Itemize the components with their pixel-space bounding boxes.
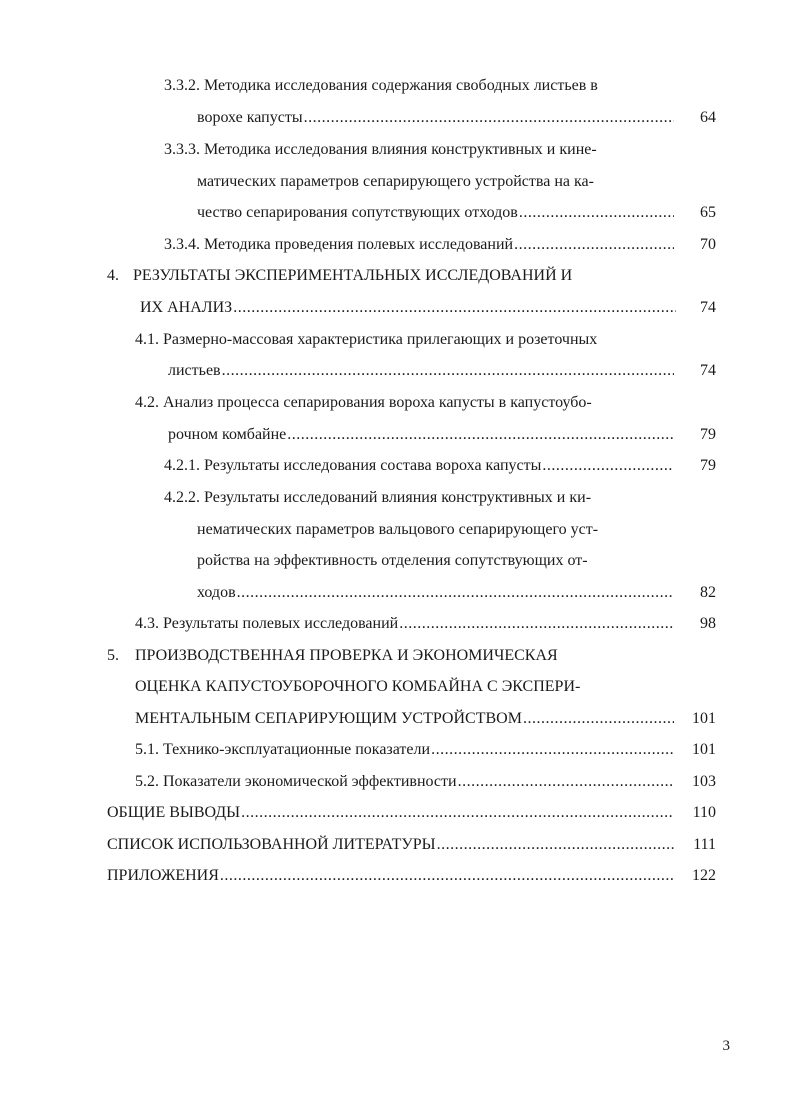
toc-4-2-page: 79 xyxy=(700,426,716,443)
toc-references-line1 xyxy=(107,835,674,855)
leader-dots xyxy=(220,866,674,886)
leader-dots xyxy=(241,803,674,823)
leader-dots xyxy=(287,425,674,445)
toc-3-3-3-line3 xyxy=(197,203,674,223)
toc-conclusions-line1 xyxy=(107,803,674,823)
leader-dots xyxy=(304,108,674,128)
toc-3-3-2-line1: 3.3.2. Методика исследования содержания свободных листьев в xyxy=(164,77,598,94)
toc-5-1-page: 101 xyxy=(692,741,716,758)
toc-4-2-title: рочном комбайне xyxy=(168,426,287,443)
leader-dots xyxy=(437,835,674,855)
toc-4-3-line1 xyxy=(135,614,674,634)
toc-3-3-3-title: чество сепарирования сопутствующих отходов xyxy=(197,204,518,221)
toc-3-3-4-line1 xyxy=(164,235,674,255)
toc-4-2-2-line2: нематических параметров вальцового сепарирующего уст- xyxy=(197,521,599,538)
toc-4-3-title: 4.3. Результаты полевых исследований xyxy=(135,615,399,632)
toc-4-2-2-line1: 4.2.2. Результаты исследований влияния конструктивных и ки- xyxy=(164,489,592,506)
toc-4-1-title: листьев xyxy=(168,362,221,379)
toc-4-2-2-line3: ройства на эффективность отделения сопутствующих от- xyxy=(197,552,588,569)
toc-5-2-page: 103 xyxy=(692,773,716,790)
toc-chapter-5-number: 5. xyxy=(107,647,119,664)
toc-4-1-line1: 4.1. Размерно-массовая характеристика прилегающих и розеточных xyxy=(135,331,598,348)
toc-chapter-5-line1: ПРОИЗВОДСТВЕННАЯ ПРОВЕРКА И ЭКОНОМИЧЕСКАЯ xyxy=(135,647,558,664)
leader-dots xyxy=(514,235,674,255)
toc-references-page: 111 xyxy=(693,836,716,853)
toc-3-3-3-line2: матических параметров сепарирующего устройства на ка- xyxy=(197,173,594,190)
toc-chapter-4-number: 4. xyxy=(107,267,119,284)
toc-4-3-page: 98 xyxy=(700,615,716,632)
leader-dots xyxy=(458,772,674,792)
toc-3-3-4-page: 70 xyxy=(700,236,716,253)
toc-chapter-5-line2: ОЦЕНКА КАПУСТОУБОРОЧНОГО КОМБАЙНА С ЭКСПЕРИ- xyxy=(135,678,581,695)
leader-dots xyxy=(523,709,674,729)
toc-4-1-page: 74 xyxy=(700,362,716,379)
leader-dots xyxy=(237,583,674,603)
toc-appendices-line1 xyxy=(107,866,674,886)
toc-4-2-1-page: 79 xyxy=(700,457,716,474)
toc-4-1-line2 xyxy=(168,361,674,381)
toc-references-title: СПИСОК ИСПОЛЬЗОВАННОЙ ЛИТЕРАТУРЫ xyxy=(107,836,436,853)
toc-conclusions-page: 110 xyxy=(692,804,716,821)
toc-chapter-4-title: ИХ АНАЛИЗ xyxy=(140,299,233,316)
toc-3-3-2-title: ворохе капусты xyxy=(197,109,303,126)
toc-4-2-2-page: 82 xyxy=(700,584,716,601)
leader-dots xyxy=(399,614,674,634)
toc-conclusions-title: ОБЩИЕ ВЫВОДЫ xyxy=(107,804,241,821)
toc-chapter-5-title: МЕНТАЛЬНЫМ СЕПАРИРУЮЩИМ УСТРОЙСТВОМ xyxy=(135,710,522,727)
toc-5-1-title: 5.1. Технико-эксплуатационные показатели xyxy=(135,741,431,758)
toc-4-2-line2 xyxy=(168,425,674,445)
page-number: 3 xyxy=(722,1038,730,1054)
toc-chapter-4-line2 xyxy=(140,298,676,318)
toc-3-3-3-page: 65 xyxy=(700,204,716,221)
toc-4-2-1-title: 4.2.1. Результаты исследования состава вороха капусты xyxy=(164,457,542,474)
toc-appendices-title: ПРИЛОЖЕНИЯ xyxy=(107,867,219,884)
leader-dots xyxy=(431,740,674,760)
toc-5-2-title: 5.2. Показатели экономической эффективности xyxy=(135,773,457,790)
toc-4-2-2-line4 xyxy=(197,583,674,603)
toc-5-2-line1 xyxy=(135,772,674,792)
toc-3-3-4-title: 3.3.4. Методика проведения полевых исследований xyxy=(164,236,514,253)
toc-chapter-5-line3 xyxy=(135,709,674,729)
leader-dots xyxy=(542,456,674,476)
leader-dots xyxy=(233,298,676,318)
toc-4-2-line1: 4.2. Анализ процесса сепарирования вороха капусты в капустоубо- xyxy=(135,394,592,411)
toc-chapter-4-line1: РЕЗУЛЬТАТЫ ЭКСПЕРИМЕНТАЛЬНЫХ ИССЛЕДОВАНИЙ И xyxy=(133,267,573,284)
toc-3-3-2-page: 64 xyxy=(700,109,716,126)
toc-4-2-1-line1 xyxy=(164,456,674,476)
toc-3-3-2-line2 xyxy=(197,108,674,128)
leader-dots xyxy=(519,203,674,223)
toc-5-1-line1 xyxy=(135,740,674,760)
toc-3-3-3-line1: 3.3.3. Методика исследования влияния конструктивных и кине- xyxy=(164,141,597,158)
toc-chapter-5-page: 101 xyxy=(692,710,716,727)
leader-dots xyxy=(222,361,674,381)
toc-appendices-page: 122 xyxy=(692,867,716,884)
toc-4-2-2-title: ходов xyxy=(197,584,236,601)
toc-chapter-4-page: 74 xyxy=(700,299,716,316)
